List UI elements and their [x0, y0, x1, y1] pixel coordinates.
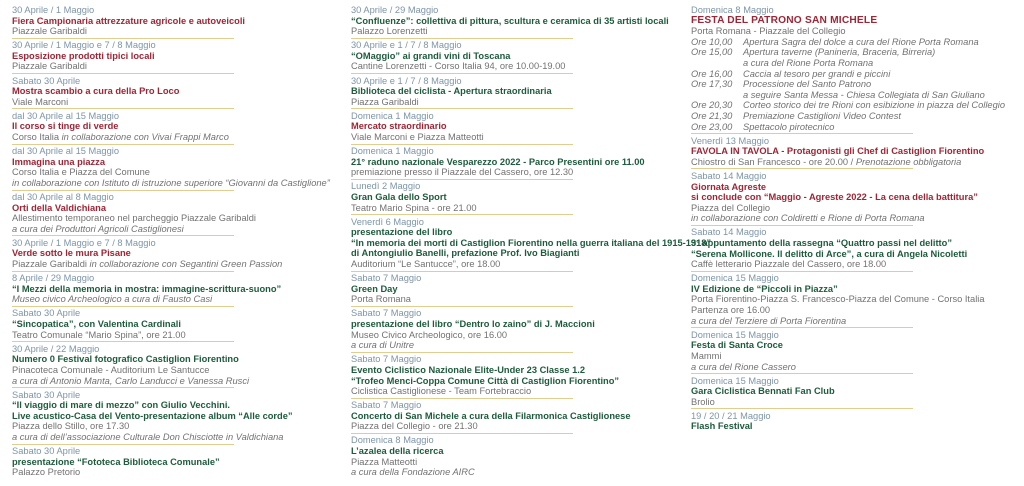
event-location: [351, 132, 573, 143]
event-location: [12, 61, 234, 72]
event-date: Domenica 15 Maggio: [691, 375, 779, 386]
event-location: [351, 167, 573, 178]
event-entry: [12, 389, 293, 445]
event-place: Porta Fiorentino-Piazza S. Francesco-Piazza del Comune - Corso Italia: [691, 294, 985, 305]
event-credit: a cura di Unitre: [351, 340, 415, 351]
event-entry: [12, 192, 256, 236]
event-credit: a cura del Rione Cassero: [691, 361, 796, 372]
event-place: Teatro Mario Spina - ore 21.00: [351, 202, 477, 213]
event-date: Venerdì 6 Maggio: [351, 216, 424, 227]
event-date: dal 30 Aprile al 8 Maggio: [12, 192, 114, 202]
event-place: Ciclistica Castiglionese - Team Fortebraccio: [351, 386, 532, 397]
event-date: Domenica 15 Maggio: [691, 273, 779, 284]
event-location: [12, 213, 256, 224]
event-place: Piazza Garibaldi: [351, 96, 419, 107]
event-title: 21° raduno nazionale Vesparezzo 2022 - Parco Presentini ore 11.00: [351, 156, 645, 167]
event-title: Verde sotto le mura Pisane: [12, 248, 131, 259]
event-location: [12, 132, 234, 143]
event-title: 3° appuntamento della rassegna “Quattro passi nel delitto”: [691, 237, 952, 248]
event-place: Cantine Lorenzetti - Corso Italia 94, ore 10.00-19.00: [351, 61, 566, 72]
event-date: Domenica 8 Maggio: [351, 435, 434, 446]
event-title: Festa di Santa Croce: [691, 340, 783, 351]
event-date: Sabato 30 Aprile: [12, 308, 81, 319]
event-location: [691, 26, 913, 37]
event-place: Piazzale Garibaldi: [12, 259, 90, 270]
event-title: Esposizione prodotti tipici locali: [12, 50, 155, 61]
schedule-time: [691, 58, 743, 69]
event-entry: [12, 5, 246, 39]
event-date: Domenica 1 Maggio: [351, 146, 434, 157]
event-date: Sabato 14 Maggio: [691, 170, 767, 181]
event-location: [351, 259, 573, 270]
event-entry: [351, 40, 573, 74]
event-location: [12, 97, 234, 108]
schedule-activity: a cura del Rione Porta Romana: [743, 57, 874, 68]
event-date: Sabato 7 Maggio: [351, 273, 422, 284]
event-location: [351, 97, 573, 108]
event-title: Green Day: [351, 283, 398, 294]
event-entry: [351, 216, 712, 272]
event-title: presentazione “Fototeca Biblioteca Comunale”: [12, 456, 220, 467]
event-entry: [12, 237, 283, 272]
event-location: [12, 167, 234, 178]
event-title: presentazione del libro: [351, 227, 453, 238]
event-location: [691, 259, 913, 270]
event-date: 30 Aprile / 22 Maggio: [12, 343, 100, 354]
schedule-time: Ore 10,00: [691, 36, 733, 47]
event-title: Orti della Valdichiana: [12, 202, 107, 213]
event-location: [691, 213, 925, 224]
event-title: “In memoria dei morti di Castiglion Fiorentino nella guerra italiana del 1915-1918”: [351, 237, 712, 248]
event-location: [691, 351, 913, 362]
event-date: Sabato 7 Maggio: [351, 400, 422, 411]
schedule-row: [691, 69, 913, 80]
event-place: Corso Italia e Piazza del Comune: [12, 167, 150, 178]
event-location: [351, 386, 573, 397]
event-place: Piazzale Garibaldi: [12, 26, 87, 37]
event-location: [351, 340, 573, 351]
event-location: [691, 305, 913, 316]
event-date: Sabato 7 Maggio: [351, 308, 422, 319]
event-date: Sabato 30 Aprile: [12, 75, 81, 86]
event-location: [12, 294, 234, 305]
event-location: [351, 26, 573, 37]
event-entry: [351, 273, 573, 307]
event-title: Giornata Agreste: [691, 181, 767, 192]
event-entry: [351, 181, 573, 215]
event-title: Gran Gala dello Sport: [351, 192, 447, 202]
schedule-time: Ore 16,00: [691, 68, 733, 79]
event-credit: a cura del Terziere di Porta Fiorentina: [691, 315, 847, 326]
schedule-activity: Processione del Santo Patrono: [743, 79, 872, 90]
event-credit: Museo civico Archeologico: [12, 294, 125, 305]
event-title: Gara Ciclistica Bennati Fan Club: [691, 386, 835, 397]
event-place: Caffè letterario Piazzale del Cassero, ore 18.00: [691, 259, 887, 270]
event-title: “Trofeo Menci-Coppa Comune Città di Castiglion Fiorentino”: [351, 375, 620, 386]
event-date: 30 Aprile / 1 Maggio e 7 / 8 Maggio: [12, 237, 156, 248]
schedule-time: Ore 20,30: [691, 100, 733, 111]
event-place: Piazza del Collegio - ore 21.30: [351, 421, 478, 432]
event-location: [691, 397, 913, 408]
event-entry: [12, 273, 282, 307]
event-title: “I Mezzi della memoria in mostra: immagine-scrittura-suono”: [12, 283, 282, 294]
event-entry: [351, 435, 573, 478]
event-location: [351, 467, 573, 478]
event-credit: Prenotazione obbligatoria: [855, 156, 962, 167]
event-title: FESTA DEL PATRONO SAN MICHELE: [691, 14, 878, 26]
event-title: FAVOLA IN TAVOLA - Protagonisti gli Chef di Castiglion Fiorentino: [691, 146, 985, 157]
event-place: Porta Romana: [351, 294, 411, 305]
event-place: Piazza del Collegio: [691, 202, 771, 213]
event-date: Domenica 1 Maggio: [351, 110, 434, 121]
schedule-row: [691, 58, 913, 69]
schedule-row: [691, 79, 913, 90]
schedule-time: Ore 17,30: [691, 79, 733, 90]
event-location: [691, 316, 913, 327]
event-title: Live acustico-Casa del Vento-presentazione album “Alle corde”: [12, 410, 293, 421]
event-title: IV Edizione de “Piccoli in Piazza”: [691, 283, 838, 294]
schedule-row: [691, 100, 1006, 111]
event-location: [12, 375, 250, 387]
event-entry: [12, 146, 330, 190]
event-date: dal 30 Aprile al 15 Maggio: [12, 110, 119, 121]
event-location: [691, 362, 913, 373]
event-entry: [691, 330, 913, 374]
event-location: [12, 467, 234, 478]
event-place: Porta Romana - Piazzale del Collegio: [691, 26, 846, 37]
event-place: Viale Marconi e Piazza Matteotti: [351, 132, 484, 143]
event-entry: [351, 111, 573, 145]
event-location: [351, 203, 573, 214]
event-place: Piazzale Garibaldi: [12, 61, 87, 72]
event-entry: [691, 227, 968, 271]
event-place: Viale Marconi: [12, 96, 69, 107]
event-place: Allestimento temporaneo nel parcheggio Piazzale Garibaldi: [12, 213, 256, 224]
schedule-activity: Premiazione Castiglioni Video Contest: [743, 110, 901, 121]
schedule-time: Ore 23,00: [691, 121, 733, 132]
event-entry: [691, 170, 978, 226]
event-credit: in collaborazione con Vivai Frappi Marco: [61, 132, 229, 143]
program-column-3: [691, 5, 1006, 435]
event-date: Venerdì 13 Maggio: [691, 135, 770, 146]
event-location: [351, 294, 573, 305]
event-location: [351, 421, 573, 432]
event-title: si conclude con “Maggio - Agreste 2022 - La cena della battitura”: [691, 192, 978, 203]
schedule-time: Ore 15,00: [691, 47, 733, 58]
event-entry: [12, 308, 234, 342]
event-title: Flash Festival: [691, 421, 753, 432]
event-title: Evento Ciclistico Nazionale Elite-Under 23 Classe 1.2: [351, 364, 586, 375]
event-title: “Il viaggio di mare di mezzo” con Giulio Vecchini.: [12, 400, 231, 411]
event-credit: a cura di dell’associazione Culturale Don Chisciotte in Valdichiana: [12, 431, 284, 442]
schedule-time: [691, 90, 743, 101]
event-date: 30 Aprile e 1 / 7 / 8 Maggio: [351, 40, 462, 51]
event-credit: in collaborazione con Istituto di istruzione superiore “Giovanni da Castiglione”: [12, 177, 330, 188]
event-title: Concerto di San Michele a cura della Filarmonica Castiglionese: [351, 410, 631, 421]
event-date: Domenica 15 Maggio: [691, 329, 779, 340]
event-entry: [351, 400, 631, 434]
event-location: [691, 156, 962, 168]
event-title: “Confluenze”: collettiva di pittura, scultura e ceramica di 35 artisti locali: [351, 15, 669, 26]
event-entry: [351, 354, 620, 398]
event-location: [12, 26, 234, 37]
schedule-time: Ore 21,30: [691, 110, 733, 121]
event-title: “Sincopatica”, con Valentina Cardinali: [12, 319, 181, 330]
event-credit: in collaborazione con Coldiretti e Rione di Porta Romana: [691, 213, 925, 224]
schedule-activity: Caccia al tesoro per grandi e piccini: [743, 68, 891, 79]
event-entry: [351, 146, 645, 180]
event-place: Corso Italia: [12, 132, 62, 143]
event-title: Biblioteca del ciclista - Apertura straordinaria: [351, 86, 552, 97]
event-date: Domenica 8 Maggio: [691, 5, 774, 15]
event-location: [351, 330, 573, 341]
event-credit: a cura della Fondazione AIRC: [351, 467, 475, 478]
event-title: Mostra scambio a cura della Pro Loco: [12, 86, 180, 97]
event-place: Museo Civico Archeologico, ore 16.00: [351, 329, 508, 340]
schedule-activity: Spettacolo pirotecnico: [743, 121, 835, 132]
event-date: Sabato 7 Maggio: [351, 354, 422, 365]
event-title: L’azalea della ricerca: [351, 446, 444, 457]
event-location: [12, 330, 234, 341]
event-place: Partenza ore 16.00: [691, 305, 771, 316]
event-date: Sabato 30 Aprile: [12, 389, 81, 400]
event-title: Fiera Campionaria attrezzature agricole e autoveicoli: [12, 15, 246, 26]
event-date: 30 Aprile / 1 Maggio: [12, 5, 95, 15]
schedule-row: [691, 36, 979, 48]
schedule-row: [691, 47, 936, 58]
event-date: Sabato 30 Aprile: [12, 446, 81, 457]
event-entry: [691, 411, 913, 433]
event-credit: a cura di Antonio Manta, Carlo Landucci e Vanessa Rusci: [12, 375, 250, 386]
event-entry: [12, 343, 250, 388]
event-place: Palazzo Pretorio: [12, 467, 81, 478]
event-entry: [351, 5, 669, 39]
event-credit: a cura dei Produttori Agricoli Castiglionesi: [12, 223, 184, 234]
event-location: [691, 203, 913, 214]
event-location: [691, 294, 985, 305]
event-place: Chiostro di San Francesco - ore 20.00 /: [691, 156, 856, 167]
event-entry: [12, 446, 234, 479]
event-place: Pinacoteca Comunale - Auditorium Le Santucce: [12, 364, 210, 375]
event-entry: [12, 111, 234, 145]
event-entry: [12, 40, 234, 74]
event-place: Piazza dello Stillo, ore 17.30: [12, 421, 130, 432]
event-location: [12, 365, 234, 376]
event-place: Palazzo Lorenzetti: [351, 26, 428, 37]
event-title: Mercato straordinario: [351, 121, 447, 132]
event-place: Teatro Comunale “Mario Spina”, ore 21.00: [12, 329, 186, 340]
event-date: Sabato 14 Maggio: [691, 227, 767, 238]
event-location: [351, 61, 573, 72]
event-location: [12, 224, 234, 235]
event-entry: [691, 376, 913, 410]
event-title: Il corso si tinge di verde: [12, 121, 119, 132]
event-entry: [691, 5, 1006, 134]
schedule-activity: Apertura taverne (Panineria, Braceria, Birreria): [743, 47, 936, 58]
event-entry: [691, 135, 985, 170]
event-location: [12, 421, 234, 432]
schedule-row: [691, 122, 913, 133]
event-location: [12, 177, 330, 189]
event-place: Auditorium “Le Santucce”, ore 18.00: [351, 259, 501, 270]
event-date: 8 Aprile / 29 Maggio: [12, 273, 95, 284]
event-location: [12, 431, 284, 443]
event-place: premiazione presso il Piazzale del Cassero, ore 12.30: [351, 167, 574, 178]
event-credit: in collaborazione con Segantini Green Passion: [89, 259, 283, 270]
event-title: Immagina una piazza: [12, 156, 105, 167]
event-place: Mammi: [691, 350, 722, 361]
event-date: 19 / 20 / 21 Maggio: [691, 410, 771, 421]
event-entry: [351, 76, 573, 110]
event-title: presentazione del libro “Dentro lo zaino” di J. Maccioni: [351, 319, 595, 330]
schedule-row: [691, 111, 913, 122]
event-place: Brolio: [691, 396, 715, 407]
event-date: 30 Aprile e 1 / 7 / 8 Maggio: [351, 75, 462, 86]
event-date: 30 Aprile / 1 Maggio e 7 / 8 Maggio: [12, 40, 156, 51]
event-location: [12, 259, 283, 270]
schedule-activity: a seguire Santa Messa - Chiesa Collegiata di San Giuliano: [743, 89, 985, 100]
event-title: “Serena Mollicone. Il delitto di Arce”, a cura di Angela Nicoletti: [691, 248, 968, 259]
event-date: dal 30 Aprile al 15 Maggio: [12, 146, 119, 157]
schedule-activity: Corteo storico dei tre Rioni con esibizione in piazza del Collegio: [743, 100, 1006, 111]
event-title: Numero 0 Festival fotografico Castiglion Fiorentino: [12, 354, 239, 365]
event-date: 30 Aprile / 29 Maggio: [351, 5, 439, 15]
event-entry: [12, 76, 234, 110]
event-entry: [691, 273, 985, 328]
event-place: Piazza Matteotti: [351, 456, 418, 467]
event-title: “OMaggio” ai grandi vini di Toscana: [351, 50, 511, 61]
event-title: di Antongiulio Banelli, prefazione Prof. Ivo Biagianti: [351, 248, 580, 259]
event-date: Lunedì 2 Maggio: [351, 181, 421, 192]
schedule-activity: Apertura Sagra del dolce a cura del Rione Porta Romana: [743, 36, 979, 47]
event-location: [351, 457, 573, 468]
program-column-1: [12, 5, 330, 480]
schedule-row: [691, 89, 985, 101]
event-credit: a cura di Fausto Casi: [124, 294, 213, 305]
event-entry: [351, 308, 595, 352]
